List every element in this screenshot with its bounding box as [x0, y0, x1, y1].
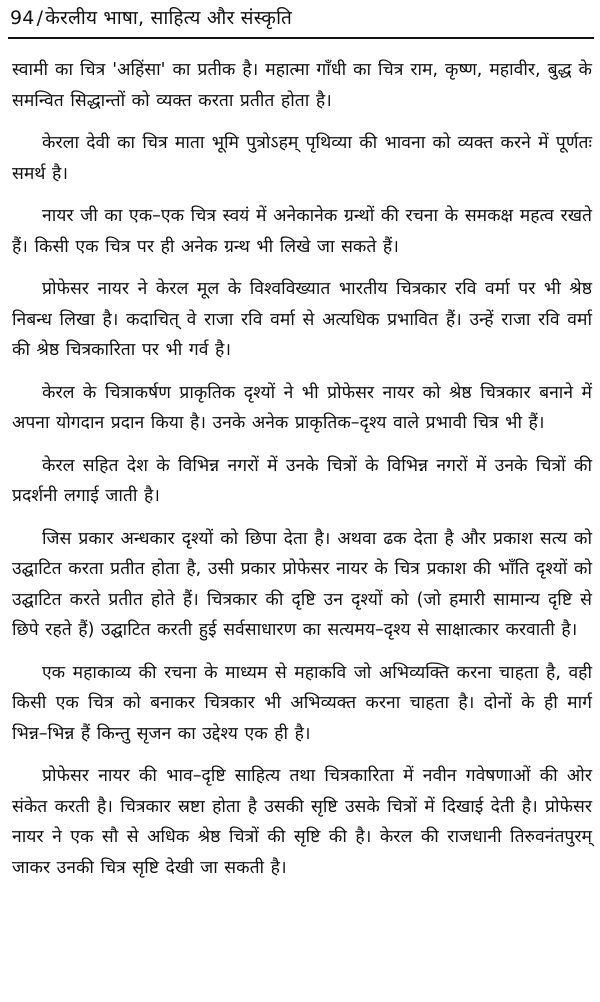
header-rule	[8, 37, 594, 39]
book-title: केरलीय भाषा, साहित्य और संस्कृति	[45, 7, 293, 29]
paragraph: केरला देवी का चित्र माता भूमि पुत्रोऽहम् पृथिव्या की भावना को व्यक्त करने में पूर्णतः समर्थ है।	[12, 133, 592, 184]
body-text	[12, 55, 592, 895]
page-number: 94	[10, 7, 35, 29]
paragraph: नायर जी का एक–एक चित्र स्वयं में अनेकानेक ग्रन्थों की रचना के समकक्ष महत्व रखते हैं। किसी एक चित्र पर ही अनेक ग्रन्थ भी लिखे जा सकते हैं।	[12, 206, 592, 257]
paragraph: प्रोफेसर नायर ने केरल मूल के विश्वविख्यात भारतीय चित्रकार रवि वर्मा पर भी श्रेष्ठ निबन्ध लिखा है। कदाचित् वे राजा रवि वर्मा से अत्यधिक प्रभावित हैं। उन्हें राजा रवि वर्मा की श्रेष्ठ चित्रकारिता पर भी गर्व है।	[12, 279, 592, 360]
running-header	[10, 6, 292, 30]
header-separator: /	[36, 7, 44, 29]
paragraph: केरल सहित देश के विभिन्न नगरों में उनके चित्रों के विभिन्न नगरों में उनके चित्रों की प्रदर्शनी लगाई जाती है।	[12, 455, 592, 506]
paragraph: स्वामी का चित्र 'अहिंसा' का प्रतीक है। महात्मा गाँधी का चित्र राम, कृष्ण, महावीर, बुद्ध के समन्वित सिद्धान्तों को व्यक्त करता प्रतीत होता है।	[12, 60, 592, 111]
paragraph: प्रोफेसर नायर की भाव–दृष्टि साहित्य तथा चित्रकारिता में नवीन गवेषणाओं की ओर संकेत करती है। चित्रकार स्रष्टा होता है उसकी सृष्टि उसके चित्रों में दिखाई देती है। प्रोफेसर नायर ने एक सौ से अधिक श्रेष्ठ चित्रों की सृष्टि की है। केरल की राजधानी तिरुवनंतपुरम् जाकर उनकी चित्र सृष्टि देखी जा सकती है।	[12, 766, 592, 878]
paragraph: केरल के चित्राकर्षण प्राकृतिक दृश्यों ने भी प्रोफेसर नायर को श्रेष्ठ चित्रकार बनाने में अपना योगदान प्रदान किया है। उनके अनेक प्राकृतिक–दृश्य वाले प्रभावी चित्र भी हैं।	[12, 382, 592, 433]
paragraph: एक महाकाव्य की रचना के माध्यम से महाकवि जो अभिव्यक्ति करना चाहता है, वही किसी एक चित्र को बनाकर चित्रकार भी अभिव्यक्त करना चाहता है। दोनों के ही मार्ग भिन्न–भिन्न हैं किन्तु सृजन का उद्देश्य एक ही है।	[12, 662, 592, 744]
paragraph: जिस प्रकार अन्धकार दृश्यों को छिपा देता है। अथवा ढक देता है और प्रकाश सत्य को उद्घाटित करता प्रतीत होता है, उसी प्रकार प्रोफेसर नायर के चित्र प्रकाश की भाँति दृश्यों को उद्घाटित करते प्रतीत होते हैं। चित्रकार की दृष्टि उन दृश्यों को (जो हमारी सामान्य दृष्टि से छिपे रहते हैं) उद्घाटित करती हुई सर्वसाधारण का सत्यमय–दृश्य से साक्षात्कार करवाती है।	[12, 528, 592, 640]
